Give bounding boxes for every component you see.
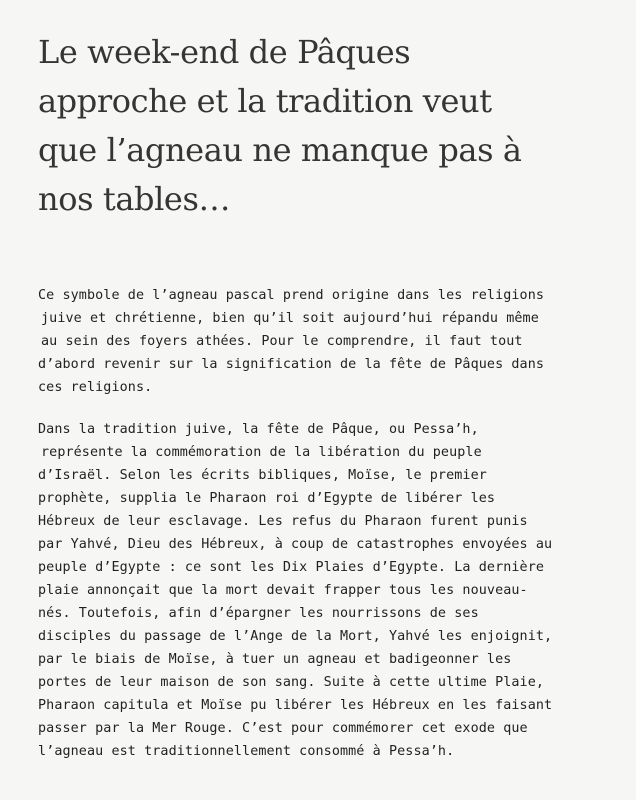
text-line: passer par la Mer Rouge. C’est pour commémorer cet exode que — [38, 721, 528, 736]
title-line: nos tables… — [38, 180, 231, 218]
text-line: par Yahvé, Dieu des Hébreux, à coup de catastrophes envoyées au — [38, 537, 553, 552]
text-line: nés. Toutefois, afin d’épargner les nourrissons de ses — [38, 606, 479, 621]
text-line: Dans la tradition juive, la fête de Pâque, ou Pessa’h, — [38, 422, 479, 437]
text-line: disciples du passage de l’Ange de la Mort, Yahvé les enjoignit, — [38, 629, 553, 644]
paragraph-2 — [38, 418, 598, 763]
paragraph-1 — [38, 284, 598, 399]
text-line: juive et chrétienne, bien qu’il soit aujourd’hui répandu même — [41, 311, 539, 326]
text-line: Hébreux de leur esclavage. Les refus du Pharaon furent punis — [38, 514, 528, 529]
text-line: d’abord revenir sur la signification de la fête de Pâques dans — [38, 357, 545, 372]
title-line: approche et la tradition veut — [38, 82, 492, 120]
text-line: plaie annonçait que la mort devait frapper tous les nouveau- — [38, 583, 528, 598]
text-line: portes de leur maison de son sang. Suite à cette ultime Plaie, — [38, 675, 545, 690]
text-line: représente la commémoration de la libération du peuple — [41, 445, 482, 460]
text-line: Pharaon capitula et Moïse pu libérer les Hébreux en les faisant — [38, 698, 553, 713]
title-line: que l’agneau ne manque pas à — [38, 131, 522, 169]
article-title — [38, 28, 608, 224]
text-line: ces religions. — [38, 380, 153, 395]
article-body — [38, 284, 598, 763]
text-line: Ce symbole de l’agneau pascal prend origine dans les religions — [38, 288, 545, 303]
title-line: Le week-end de Pâques — [38, 33, 411, 71]
text-line: au sein des foyers athées. Pour le comprendre, il faut tout — [41, 334, 523, 349]
text-line: peuple d’Egypte : ce sont les Dix Plaies d’Egypte. La dernière — [38, 560, 545, 575]
text-line: par le biais de Moïse, à tuer un agneau et badigeonner les — [38, 652, 512, 667]
text-line: l’agneau est traditionnellement consommé à Pessa’h. — [38, 744, 455, 759]
text-line: d’Israël. Selon les écrits bibliques, Moïse, le premier — [38, 468, 487, 483]
text-line: prophète, supplia le Pharaon roi d’Egypte de libérer les — [38, 491, 496, 506]
